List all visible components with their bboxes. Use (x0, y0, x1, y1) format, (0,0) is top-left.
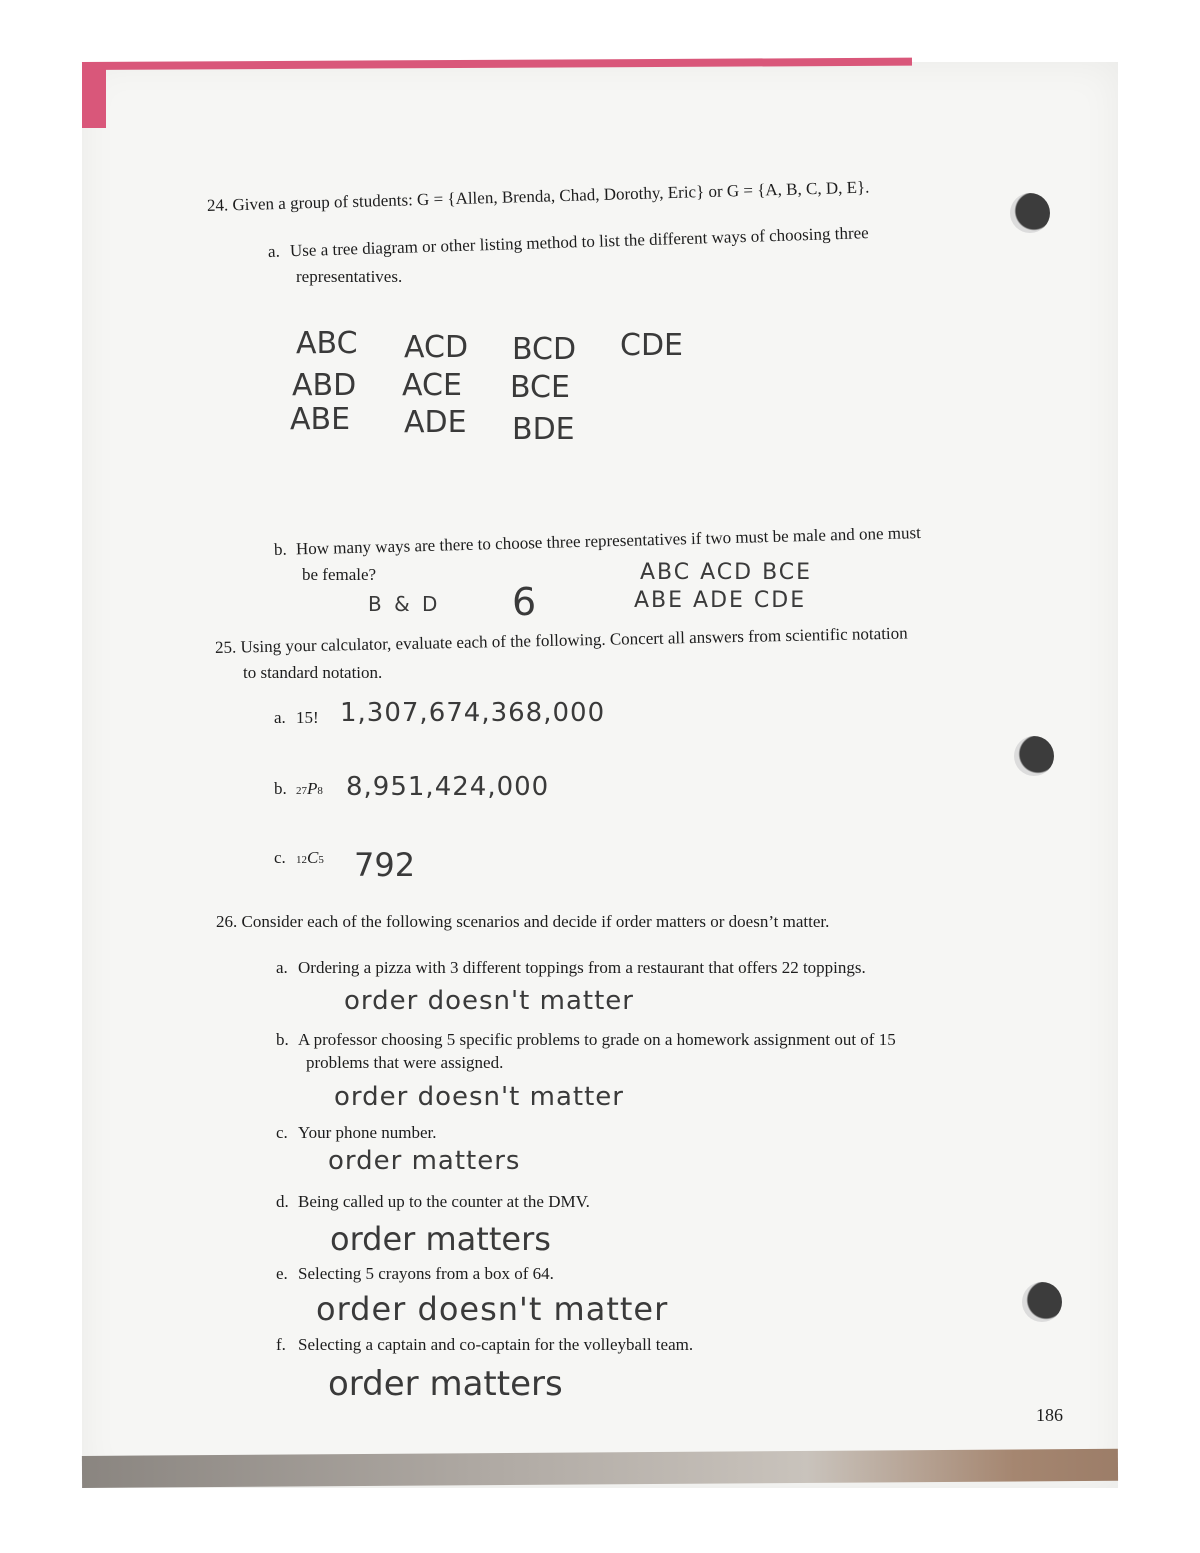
q26c-answer: order matters (328, 1146, 521, 1176)
binder-hole-icon (1022, 1282, 1062, 1322)
combo-ade: ADE (404, 405, 467, 440)
q26f-line1: Selecting a captain and co-captain for the volleyball team. (298, 1335, 694, 1354)
q25c-label: c. (274, 848, 286, 867)
q25a-label: a. (274, 708, 286, 727)
q26b-label: b. (276, 1030, 289, 1049)
pink-tab (82, 62, 106, 128)
combo-bde: BDE (512, 412, 575, 447)
q25a-expr: 15! (296, 708, 319, 727)
q25b-expr-p: P (307, 779, 318, 798)
q24b-combos-row1: ABC ACD BCE (640, 560, 813, 585)
q26b-answer: order doesn't matter (334, 1082, 624, 1112)
q26d-answer: order matters (330, 1220, 551, 1258)
q24b-line2: be female? (302, 565, 377, 584)
q24a-line2: representatives. (296, 267, 403, 286)
q26f-text (276, 1333, 693, 1356)
page-number: 186 (1036, 1405, 1063, 1425)
q25c-answer: 792 (354, 846, 416, 884)
q24-stem: 24. Given a group of students: G = {Allen, Brenda, Chad, Dorothy, Eric} or G = {A, B, C, D, E}. (206, 177, 870, 215)
q26d-text (276, 1190, 590, 1213)
q26e-label: e. (276, 1264, 288, 1283)
combo-abc: ABC (296, 326, 358, 361)
q26a-answer: order doesn't matter (344, 986, 634, 1016)
q25a-text (274, 706, 319, 729)
combo-abd: ABD (292, 368, 357, 403)
q26b-line2: problems that were assigned. (306, 1053, 504, 1072)
combo-acd: ACD (404, 330, 469, 365)
q26a-line1: Ordering a pizza with 3 different toppings from a restaurant that offers 22 toppings. (298, 958, 866, 977)
q24b-combos-row2: ABE ADE CDE (634, 588, 807, 613)
q25a-answer: 1,307,674,368,000 (340, 698, 606, 728)
combo-abe: ABE (290, 402, 351, 437)
combo-bcd: BCD (512, 332, 577, 367)
q26f-answer: order matters (328, 1364, 563, 1404)
q24a-label: a. (267, 241, 281, 261)
q25b-label: b. (274, 779, 287, 798)
q26d-line1: Being called up to the counter at the DMV. (298, 1192, 590, 1211)
q25c-text (274, 846, 324, 872)
q26d-label: d. (276, 1192, 289, 1211)
q26a-text (276, 956, 866, 979)
q26c-label: c. (276, 1123, 288, 1142)
q25b-text (274, 777, 323, 803)
q25c-expr-c: C (307, 848, 319, 867)
q26e-line1: Selecting 5 crayons from a box of 64. (298, 1264, 554, 1283)
q25b-expr-n: 27 (296, 785, 307, 797)
q26c-line1: Your phone number. (298, 1123, 437, 1142)
binder-hole-icon (1014, 736, 1054, 776)
combo-bce: BCE (510, 370, 570, 405)
q25-stem-line1: 25. Using your calculator, evaluate each of the following. Concert all answers from scientific notation (214, 623, 908, 657)
q25-stem-line2: to standard notation. (243, 663, 383, 682)
q24b-label: b. (273, 539, 287, 559)
q25c-expr-r: 5 (318, 854, 324, 866)
combo-ace: ACE (402, 368, 462, 403)
combo-cde: CDE (620, 328, 684, 363)
q26e-answer: order doesn't matter (316, 1290, 669, 1328)
q25c-expr-n: 12 (296, 854, 307, 866)
q26b-line1: A professor choosing 5 specific problems to grade on a homework assignment out of 15 (298, 1030, 896, 1049)
binder-hole-icon (1010, 193, 1050, 233)
q25b-expr-r: 8 (317, 785, 323, 797)
q26-stem: 26. Consider each of the following scenarios and decide if order matters or doesn’t matter. (216, 912, 830, 931)
q26f-label: f. (276, 1335, 286, 1354)
q24a-line1: Use a tree diagram or other listing method to list the different ways of choosing three (289, 223, 869, 261)
worksheet-page (82, 62, 1118, 1488)
q26a-label: a. (276, 958, 288, 977)
female-note: B & D (368, 592, 441, 616)
q26e-text (276, 1262, 554, 1285)
q24b-line1: How many ways are there to choose three representatives if two must be male and one must (295, 523, 922, 559)
q26c-text (276, 1121, 437, 1144)
q24b-answer: 6 (512, 580, 537, 624)
q25b-answer: 8,951,424,000 (346, 772, 550, 802)
q26b-text (276, 1028, 896, 1051)
